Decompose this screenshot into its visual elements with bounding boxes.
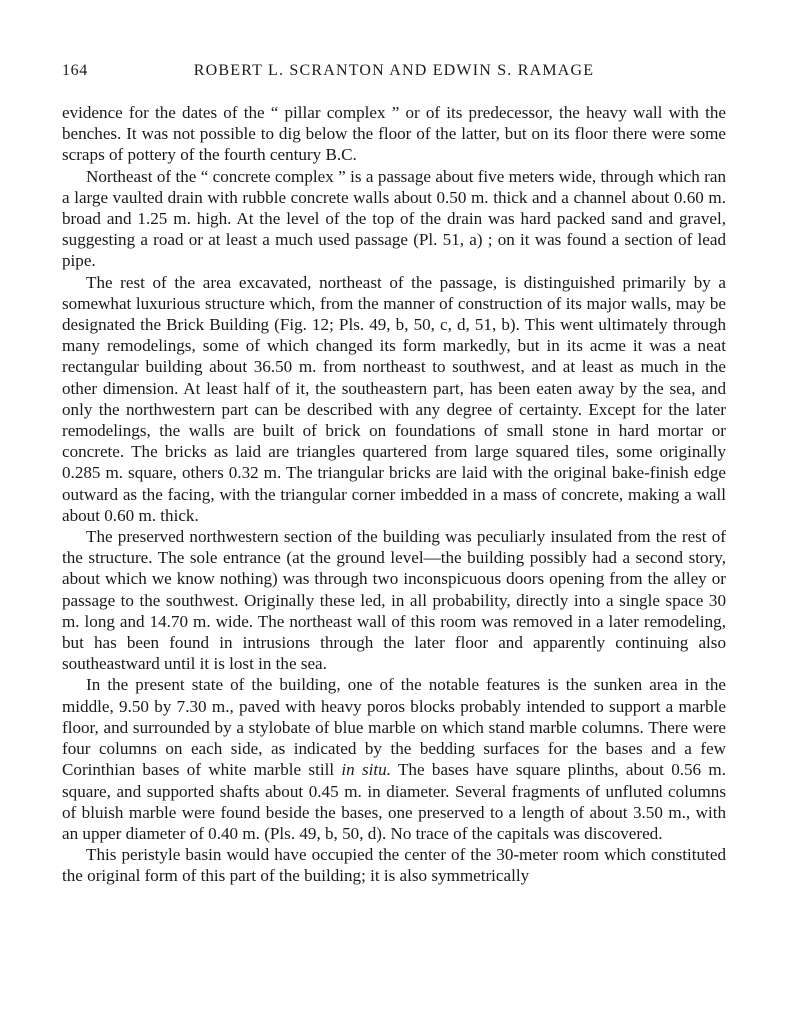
book-page [62,62,726,887]
paragraph [62,102,726,166]
page-number: 164 [62,62,88,79]
paragraph [62,166,726,272]
paragraph-text: The bases have square plinths, about 0.56 m. square, and supported shafts about 0.45 m. in diameter. Several fragments of unfluted columns of bluish marble were found beside the bases, one preserved to a length of about 3.50 m., with an upper diameter of 0.40 m. (Pls. 49, b, 50, d). No trace of the capitals was discovered. [62,760,726,843]
paragraph-text: In the present state of the building, one of the notable features is the sunken area in the middle, 9.50 by 7.30 m., paved with heavy poros blocks probably intended to support a marble floor, and surrounded by a stylobate of blue marble on which stand marble columns. There were four columns on each side, as indicated by the bedding surfaces for the bases and a few Corinthian bases of white marble still [62,675,726,780]
paragraph-text: The preserved northwestern section of the building was peculiarly insulated from the rest of the structure. The sole entrance (at the ground level—the building possibly had a second story, about which we know nothing) was through two inconspicuous doors opening from the alley or passage to the southwest. Originally these led, in all probability, directly into a single space 30 m. long and 14.70 m. wide. The northeast wall of this room was removed in a later remodeling, but has been found in intrusions through the later floor and apparently continuing also southeastward until it is lost in the sea. [62,527,726,674]
era-abbreviation: B.C. [325,145,357,165]
paragraph [62,844,726,886]
paragraph-text: This peristyle basin would have occupied the center of the 30-meter room which constituted the original form of this part of the building; it is also symmetrically [62,845,726,886]
running-title: ROBERT L. SCRANTON AND EDWIN S. RAMAGE [193,62,595,79]
paragraph [62,674,726,844]
running-head [62,62,726,88]
body-text [62,102,726,887]
paragraph-text: evidence for the dates of the “ pillar complex ” or of its predecessor, the heavy wall with the benches. It was not possible to dig below the floor of the latter, but on its floor there were some scraps of pottery of the fourth century [62,103,726,165]
paragraph [62,272,726,526]
paragraph [62,526,726,674]
paragraph-text: The rest of the area excavated, northeast of the passage, is distinguished primarily by a somewhat luxurious structure which, from the manner of construction of its major walls, may be designated the Brick Building (Fig. 12; Pls. 49, b, 50, c, d, 51, b). This went ultimately through many remodelings, some of which changed its form markedly, but in its acme it was a neat rectangular building about 36.50 m. from northeast to southwest, and at least as much in the other dimension. At least half of it, the southeastern part, has been eaten away by the sea, and only the northwestern part can be described with any degree of certainty. Except for the later remodelings, the walls are built of brick on foundations of small stone in hard mortar or concrete. The bricks as laid are triangles quartered from large squared tiles, some originally 0.285 m. square, others 0.32 m. The triangular bricks are laid with the original bake-finish edge outward as the facing, with the triangular corner imbedded in a mass of concrete, making a wall about 0.60 m. thick. [62,272,726,525]
paragraph-text: Northeast of the “ concrete complex ” is a passage about five meters wide, through which ran a large vaulted drain with rubble concrete walls about 0.50 m. thick and a channel about 0.60 m. broad and 1.25 m. high. At the level of the top of the drain was hard packed sand and gravel, suggesting a road or at least a much used passage (Pl. 51, a) ; on it was found a section of lead pipe. [62,166,726,271]
italic-phrase: in situ. [341,760,391,780]
